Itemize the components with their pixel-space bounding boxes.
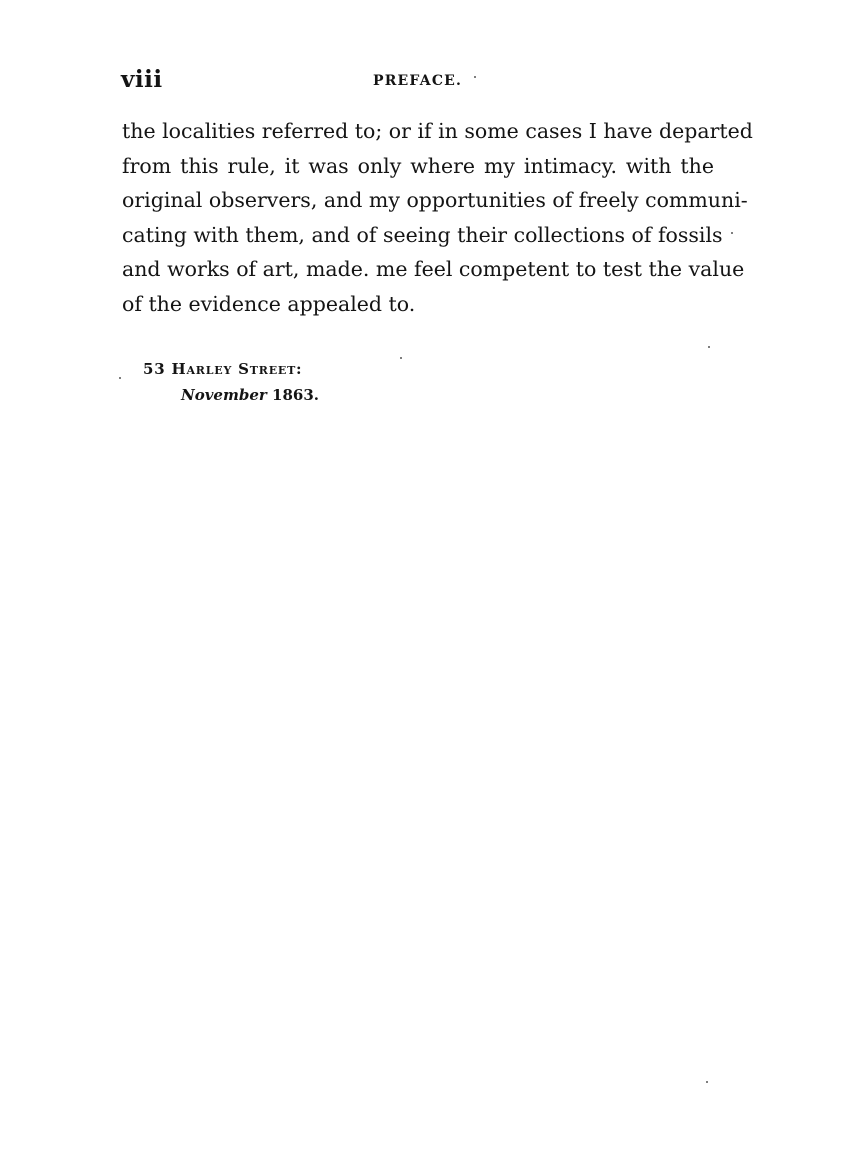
paragraph-line: of the evidence appealed to. bbox=[122, 291, 416, 316]
paragraph-line: cating with them, and of seeing their collections of fossils bbox=[122, 222, 723, 247]
signature-address: 53 Harley Street: bbox=[143, 360, 303, 378]
paragraph-line: original observers, and my opportunities of freely communi- bbox=[122, 188, 748, 212]
paragraph-line: and works of art, made. me feel competent to test the value bbox=[122, 257, 745, 281]
preface-paragraph bbox=[122, 114, 753, 321]
scan-speck bbox=[706, 1081, 708, 1083]
scan-speck bbox=[474, 76, 476, 78]
running-head: PREFACE. bbox=[373, 73, 463, 89]
page-number: viii bbox=[121, 66, 163, 93]
scan-speck bbox=[708, 346, 710, 348]
date-month: November bbox=[181, 386, 267, 404]
scan-speck bbox=[731, 232, 733, 234]
scan-speck bbox=[400, 357, 402, 359]
scan-speck bbox=[119, 377, 121, 379]
date-year: 1863. bbox=[272, 386, 319, 404]
signature-date bbox=[181, 386, 319, 404]
paragraph-line: the localities referred to; or if in some cases I have departed bbox=[122, 119, 753, 143]
paragraph-line: from this rule, it was only where my intimacy. with the bbox=[122, 153, 714, 178]
